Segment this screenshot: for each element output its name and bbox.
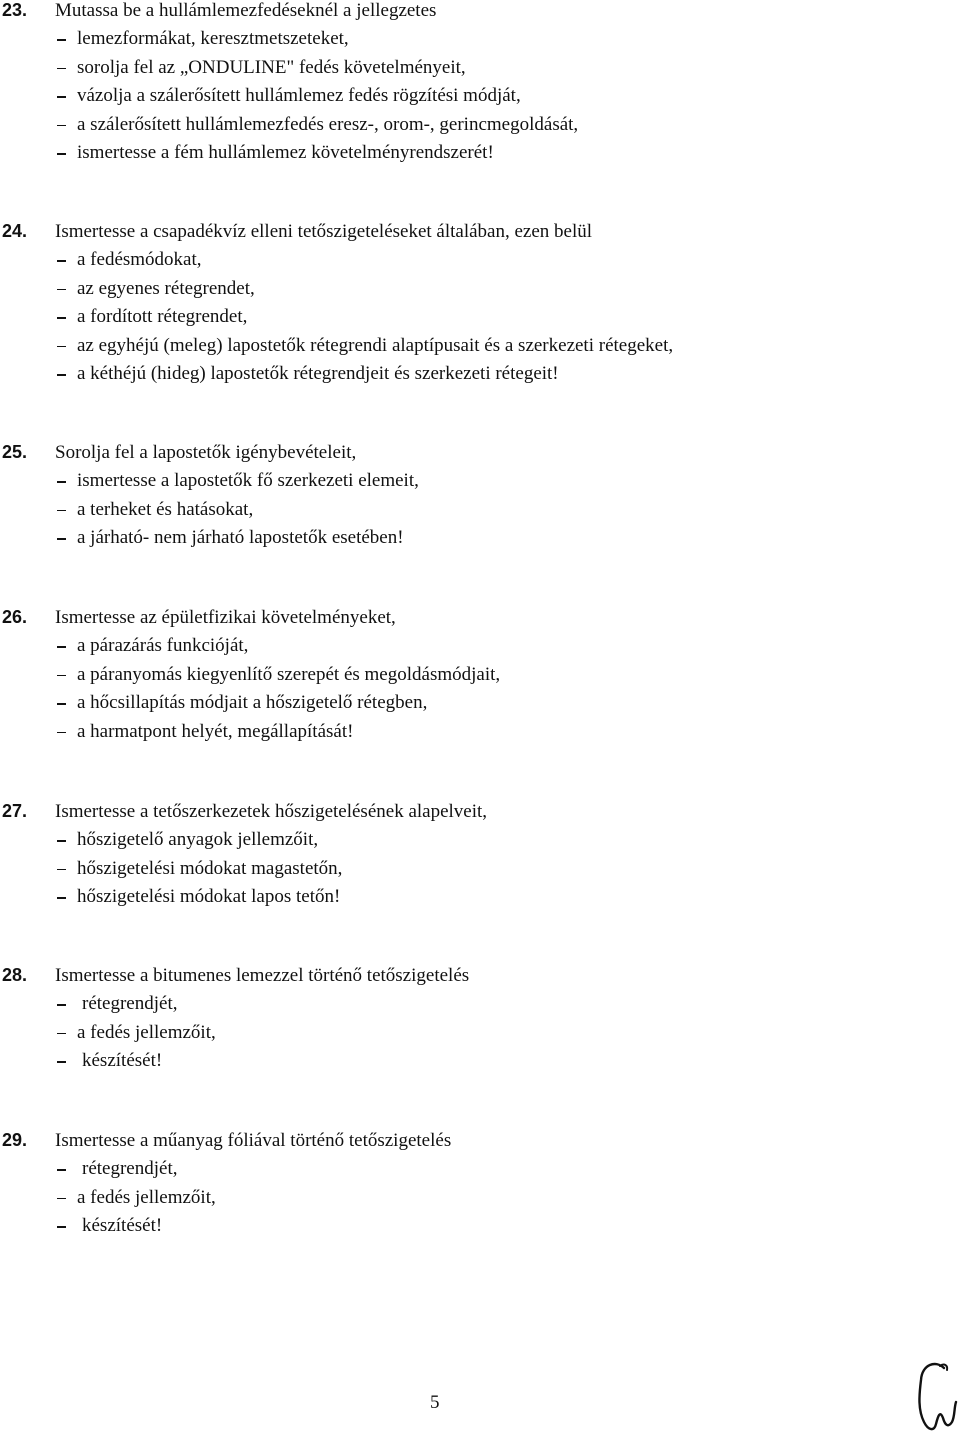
list-item-text: sorolja fel az „ONDULINE" fedés követelményeit,	[77, 56, 466, 78]
list-item-text: készítését!	[82, 1215, 163, 1236]
list-item	[0, 689, 940, 718]
list-item-text: ismertesse a fém hullámlemez követelményrendszerét!	[77, 142, 494, 163]
question-number: 27.	[2, 801, 28, 821]
list-item-text: a hőcsillapítás módjait a hőszigetelő rétegben,	[77, 692, 428, 713]
dash-bullet-icon	[57, 96, 66, 98]
dash-bullet-icon	[57, 675, 66, 677]
list-item	[0, 883, 940, 912]
dash-bullet-icon	[57, 153, 66, 155]
question-number: 26.	[2, 607, 28, 627]
dash-bullet-icon	[57, 703, 66, 705]
question-heading	[0, 797, 940, 826]
list-item-text: az egyhéjú (meleg) lapostetők rétegrendi alaptípusait és a szerkezeti rétegeket,	[77, 334, 674, 356]
list-item	[0, 467, 940, 496]
list-item	[0, 718, 940, 747]
dash-bullet-icon	[57, 481, 66, 483]
list-item-text: vázolja a szálerősített hullámlemez fedés rögzítési módját,	[77, 85, 521, 106]
list-item-text: a fedésmódokat,	[77, 249, 202, 270]
list-item	[0, 1184, 940, 1213]
list-item	[0, 524, 940, 553]
list-item	[0, 661, 940, 690]
dash-bullet-icon	[57, 1226, 66, 1228]
dash-bullet-icon	[57, 68, 66, 70]
list-item	[0, 1019, 940, 1048]
list-item	[0, 1155, 940, 1184]
dash-bullet-icon	[57, 125, 66, 127]
question-26	[0, 603, 940, 746]
question-number: 29.	[2, 1130, 28, 1150]
list-item-text: a kéthéjú (hideg) lapostetők rétegrendjeit és szerkezeti rétegeit!	[77, 363, 559, 384]
list-item-text: a fedés jellemzőit,	[77, 1186, 216, 1208]
list-item	[0, 246, 940, 275]
list-item-text: az egyenes rétegrendet,	[77, 277, 255, 299]
question-number: 28.	[2, 965, 28, 985]
dash-bullet-icon	[57, 374, 66, 376]
list-item-text: készítését!	[82, 1050, 163, 1071]
question-text: Ismertesse a műanyag fóliával történő tetőszigetelés	[55, 1130, 452, 1151]
question-text: Ismertesse a bitumenes lemezzel történő tetőszigetelés	[55, 965, 470, 986]
list-item	[0, 275, 940, 304]
question-29	[0, 1126, 940, 1241]
dash-bullet-icon	[57, 732, 66, 734]
list-item-text: rétegrendjét,	[82, 1158, 178, 1179]
list-item-text: rétegrendjét,	[82, 993, 178, 1014]
question-text: Ismertesse a csapadékvíz elleni tetőszigeteléseket általában, ezen belül	[55, 221, 593, 242]
dash-bullet-icon	[57, 869, 66, 871]
dash-bullet-icon	[57, 1169, 66, 1171]
question-27	[0, 797, 940, 912]
list-item-text: hőszigetelési módokat lapos tetőn!	[77, 886, 341, 907]
dash-bullet-icon	[57, 646, 66, 648]
dash-bullet-icon	[57, 346, 66, 348]
dash-bullet-icon	[57, 1198, 66, 1200]
list-item	[0, 25, 940, 54]
list-item-text: a terheket és hatásokat,	[77, 498, 254, 520]
list-item	[0, 360, 940, 389]
list-item-text: a harmatpont helyét, megállapítását!	[77, 720, 354, 742]
question-heading	[0, 1126, 940, 1155]
question-23	[0, 0, 940, 168]
handwritten-signature-icon	[914, 1358, 958, 1436]
question-heading	[0, 438, 940, 467]
dash-bullet-icon	[57, 1033, 66, 1035]
list-item	[0, 82, 940, 111]
dash-bullet-icon	[57, 39, 66, 41]
list-item-text: a járható- nem járható lapostetők esetében!	[77, 527, 404, 548]
question-number: 23.	[2, 0, 28, 20]
question-text: Ismertesse az épületfizikai követelményeket,	[55, 607, 396, 628]
list-item	[0, 139, 940, 168]
question-heading	[0, 217, 940, 246]
dash-bullet-icon	[57, 1004, 66, 1006]
dash-bullet-icon	[57, 840, 66, 842]
list-item-text: a fedés jellemzőit,	[77, 1021, 216, 1043]
list-item	[0, 826, 940, 855]
question-text: Ismertesse a tetőszerkezetek hőszigetelésének alapelveit,	[55, 801, 488, 822]
list-item-text: ismertesse a lapostetők fő szerkezeti elemeit,	[77, 470, 419, 491]
list-item-text: hőszigetelési módokat magastetőn,	[77, 857, 343, 879]
list-item	[0, 1047, 940, 1076]
dash-bullet-icon	[57, 1061, 66, 1063]
dash-bullet-icon	[57, 897, 66, 899]
list-item-text: a szálerősített hullámlemezfedés eresz-, orom-, gerincmegoldását,	[77, 113, 579, 135]
dash-bullet-icon	[57, 538, 66, 540]
question-25	[0, 438, 940, 553]
list-item	[0, 990, 940, 1019]
question-28	[0, 961, 940, 1076]
list-item	[0, 496, 940, 525]
question-number: 25.	[2, 442, 28, 462]
question-text: Mutassa be a hullámlemezfedéseknél a jellegzetes	[55, 0, 437, 21]
question-text: Sorolja fel a lapostetők igénybevételeit,	[55, 442, 357, 463]
list-item-text: lemezformákat, keresztmetszeteket,	[77, 28, 349, 49]
list-item-text: a párazárás funkcióját,	[77, 635, 249, 656]
list-item	[0, 111, 940, 140]
list-item	[0, 1212, 940, 1241]
list-item-text: a fordított rétegrendet,	[77, 306, 248, 327]
question-24	[0, 217, 940, 389]
dash-bullet-icon	[57, 289, 66, 291]
page-number: 5	[430, 1392, 440, 1413]
dash-bullet-icon	[57, 317, 66, 319]
question-number: 24.	[2, 221, 28, 241]
dash-bullet-icon	[57, 510, 66, 512]
dash-bullet-icon	[57, 260, 66, 262]
list-item-text: a páranyomás kiegyenlítő szerepét és megoldásmódjait,	[77, 663, 501, 685]
list-item	[0, 54, 940, 83]
list-item-text: hőszigetelő anyagok jellemzőit,	[77, 829, 319, 850]
list-item	[0, 855, 940, 884]
list-item	[0, 632, 940, 661]
question-heading	[0, 961, 940, 990]
question-heading	[0, 603, 940, 632]
question-heading	[0, 0, 940, 25]
list-item	[0, 303, 940, 332]
list-item	[0, 332, 940, 361]
